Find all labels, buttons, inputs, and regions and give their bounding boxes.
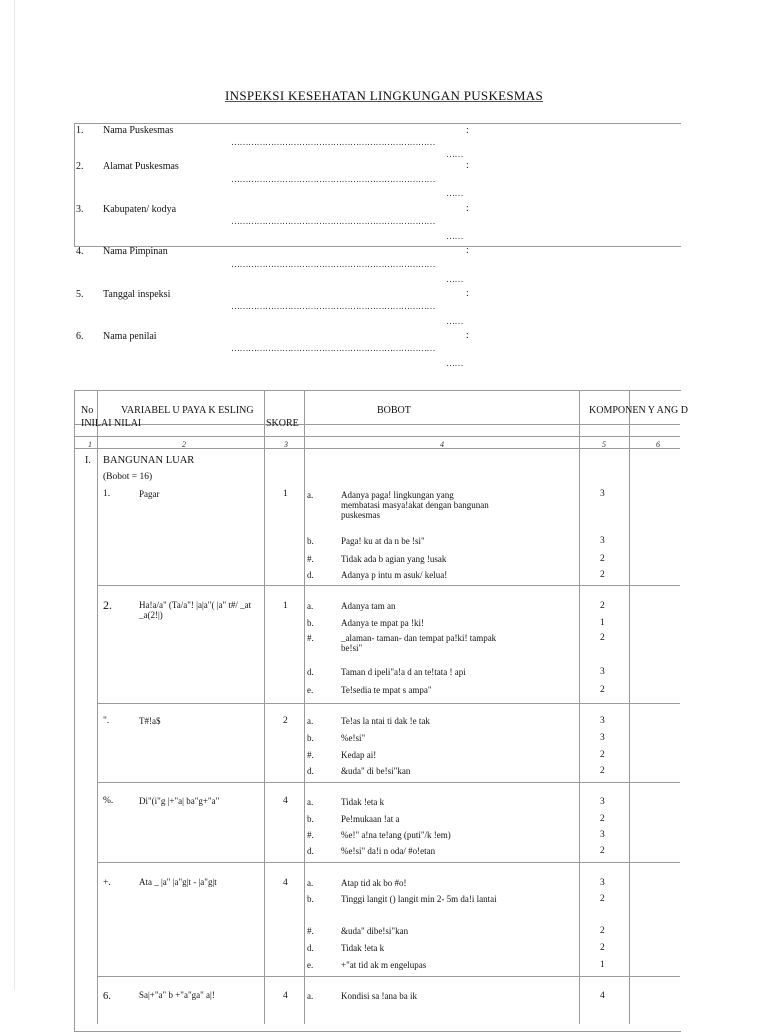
identity-dots-1[interactable]: ……………………………………………………………… xyxy=(231,137,435,147)
group-num: 6. xyxy=(103,991,111,1002)
identity-label-3: Kabupaten/ kodya xyxy=(103,204,177,215)
item-letter: d. xyxy=(307,667,314,677)
col-line-5 xyxy=(629,390,630,1024)
item-letter: #. xyxy=(307,750,314,760)
item-nilai: 2 xyxy=(600,633,605,643)
group-line-2 xyxy=(97,703,680,704)
identity-num-2: 2. xyxy=(76,161,84,172)
identity-colon-5: : xyxy=(466,288,469,299)
item-text: %e!si" xyxy=(341,733,366,743)
header-komponen: KOMPONEN Y ANG D xyxy=(589,405,688,416)
item-text: Paga! ku at da n be !si" xyxy=(341,536,425,546)
item-nilai: 2 xyxy=(600,926,605,936)
item-letter: #. xyxy=(307,554,314,564)
identity-dots-short-1: …… xyxy=(446,149,463,159)
identity-dots-4[interactable]: ……………………………………………………………… xyxy=(231,259,435,269)
item-nilai: 3 xyxy=(600,667,605,677)
item-nilai: 2 xyxy=(600,750,605,760)
item-nilai: 1 xyxy=(600,618,605,628)
identity-num-6: 6. xyxy=(76,331,84,342)
identity-colon-4: : xyxy=(466,245,469,256)
item-letter: a. xyxy=(307,716,314,726)
item-nilai: 2 xyxy=(600,685,605,695)
identity-colon-1: : xyxy=(466,125,469,136)
identity-dots-short-5: …… xyxy=(446,316,463,326)
item-nilai: 2 xyxy=(600,894,605,904)
item-nilai: 3 xyxy=(600,878,605,888)
item-letter: d. xyxy=(307,570,314,580)
item-text: Te!as la ntai ti dak !e tak xyxy=(341,716,430,726)
item-letter: d. xyxy=(307,943,314,953)
group-line-5 xyxy=(97,976,680,977)
identity-dots-short-6: …… xyxy=(446,358,463,368)
col-line-2 xyxy=(264,390,265,1024)
item-letter: a. xyxy=(307,991,314,1001)
item-letter: a. xyxy=(307,797,314,807)
header-inilai: INILAI NILAI xyxy=(81,418,142,429)
item-nilai: 2 xyxy=(600,601,605,611)
identity-label-5: Tanggal inspeksi xyxy=(103,289,171,300)
identity-dots-5[interactable]: ……………………………………………………………… xyxy=(231,301,435,311)
group-num: ". xyxy=(103,716,110,726)
group-name: Di"(i"g |+"a| ba"g+"a" xyxy=(139,796,220,806)
item-nilai: 2 xyxy=(600,814,605,824)
item-letter: b. xyxy=(307,894,314,904)
item-text: Kedap ai! xyxy=(341,750,377,760)
section-title: BANGUNAN LUAR xyxy=(103,455,195,466)
item-nilai: 3 xyxy=(600,716,605,726)
item-letter: a. xyxy=(307,490,314,500)
identity-label-1: Nama Puskesmas xyxy=(103,125,174,136)
header-bobot: BOBOT xyxy=(377,405,411,416)
colnum-6: 6 xyxy=(656,440,660,449)
group-skore: 4 xyxy=(283,878,288,888)
header-skore: SKORE xyxy=(266,418,299,429)
item-text: Tidak ada b agian yang !usak xyxy=(341,554,447,564)
item-letter: b. xyxy=(307,618,314,628)
col-line-3 xyxy=(304,390,305,1024)
section-num: I. xyxy=(85,455,91,466)
item-letter: b. xyxy=(307,536,314,546)
item-letter: e. xyxy=(307,685,314,695)
group-line-1 xyxy=(97,585,680,586)
item-text: Pe!mukaan !at a xyxy=(341,814,400,824)
item-letter: d. xyxy=(307,846,314,856)
colnum-1: 1 xyxy=(88,440,92,449)
item-text: %e!si" da!i n oda/ #o!etan xyxy=(341,846,436,856)
group-line-4 xyxy=(97,862,680,863)
item-text: Atap tid ak bo #o! xyxy=(341,878,407,888)
group-num: +. xyxy=(103,878,111,888)
section-bobot: (Bobot = 16) xyxy=(103,472,153,482)
identity-dots-short-2: …… xyxy=(446,188,463,198)
identity-label-6: Nama penilai xyxy=(103,331,157,342)
item-letter: e. xyxy=(307,960,314,970)
identity-dots-3[interactable]: ……………………………………………………………… xyxy=(231,216,435,226)
colnum-3: 3 xyxy=(284,440,288,449)
header-line-2 xyxy=(74,436,680,437)
page-edge xyxy=(14,0,15,990)
col-line-1 xyxy=(97,390,98,1024)
item-nilai: 2 xyxy=(600,943,605,953)
group-skore: 2 xyxy=(283,716,288,726)
identity-num-5: 5. xyxy=(76,289,84,300)
item-letter: #. xyxy=(307,830,314,840)
group-skore: 4 xyxy=(283,991,288,1001)
item-letter: d. xyxy=(307,766,314,776)
item-nilai: 2 xyxy=(600,570,605,580)
group-name: Ha!a/a" (Ta/a"! |a|a"( |a" t#/ _at _a(2!|) xyxy=(139,600,252,620)
item-letter: a. xyxy=(307,601,314,611)
item-nilai: 2 xyxy=(600,846,605,856)
group-skore: 1 xyxy=(283,489,288,499)
identity-dots-6[interactable]: ……………………………………………………………… xyxy=(231,343,435,353)
item-nilai: 3 xyxy=(600,733,605,743)
item-text: &uda" dibe!si"kan xyxy=(341,926,409,936)
item-nilai: 4 xyxy=(600,991,605,1001)
item-text: Tidak !eta k xyxy=(341,943,385,953)
item-nilai: 3 xyxy=(600,797,605,807)
group-line-3 xyxy=(97,782,680,783)
header-line-1 xyxy=(74,424,680,425)
item-text: Tinggi langit () langit min 2- 5m da!i lantai xyxy=(341,894,497,904)
identity-colon-6: : xyxy=(466,330,469,341)
col-line-4 xyxy=(579,390,580,1024)
item-text: Kondisi sa !ana ba ik xyxy=(341,991,417,1001)
identity-dots-short-4: …… xyxy=(446,274,463,284)
header-line-3 xyxy=(74,448,680,449)
colnum-4: 4 xyxy=(440,440,444,449)
identity-dots-short-3: …… xyxy=(446,231,463,241)
colnum-5: 5 xyxy=(602,440,606,449)
group-name: T#!a$ xyxy=(139,716,161,726)
group-name: Sa|+"a" b +"a"ga" a|! xyxy=(139,990,215,1000)
identity-num-1: 1. xyxy=(76,125,84,136)
item-nilai: 3 xyxy=(600,536,605,546)
group-name: Ata _ |a" |a"g|t - |a"g|t xyxy=(139,877,217,887)
item-letter: #. xyxy=(307,926,314,936)
item-letter: b. xyxy=(307,814,314,824)
document-title: INSPEKSI KESEHATAN LINGKUNGAN PUSKESMAS xyxy=(225,88,543,103)
group-skore: 1 xyxy=(283,601,288,611)
item-letter: b. xyxy=(307,733,314,743)
identity-num-3: 3. xyxy=(76,204,84,215)
identity-label-2: Alamat Puskesmas xyxy=(103,161,179,172)
group-num: 2. xyxy=(103,598,112,612)
group-num: 1. xyxy=(103,489,111,499)
identity-label-4: Nama Pimpinan xyxy=(103,246,168,257)
item-nilai: 1 xyxy=(600,960,605,970)
item-text: %e!" a!na te!ang (puti"/k !em) xyxy=(341,830,451,840)
item-text: Te!sedia te mpat s ampa" xyxy=(341,685,432,695)
item-text: Taman d ipeli"a!a d an te!tata ! api xyxy=(341,667,466,677)
identity-dots-2[interactable]: ……………………………………………………………… xyxy=(231,174,435,184)
item-text: &uda" di be!si"kan xyxy=(341,766,411,776)
identity-colon-3: : xyxy=(466,203,469,214)
header-variabel: VARIABEL U PAYA K ESLING xyxy=(121,405,254,416)
group-num: %. xyxy=(103,796,114,806)
group-name: Pagar xyxy=(139,489,160,499)
identity-num-4: 4. xyxy=(76,246,84,257)
item-nilai: 3 xyxy=(600,830,605,840)
item-text: Adanya p intu m asuk/ kelua! xyxy=(341,570,448,580)
item-text: Adanya paga! lingkungan yang membatasi masya!akat dengan bangunan puskesmas xyxy=(341,490,489,520)
item-nilai: 2 xyxy=(600,554,605,564)
item-nilai: 2 xyxy=(600,766,605,776)
item-text: _alaman- taman- dan tempat pa!ki! tampak be!si" xyxy=(341,633,497,653)
header-no: No xyxy=(81,405,94,416)
item-text: +"at tid ak m engelupas xyxy=(341,960,427,970)
item-nilai: 3 xyxy=(600,489,605,499)
item-letter: #. xyxy=(307,633,314,643)
group-skore: 4 xyxy=(283,796,288,806)
item-text: Adanya tam an xyxy=(341,601,396,611)
item-letter: a. xyxy=(307,878,314,888)
identity-colon-2: : xyxy=(466,160,469,171)
colnum-2: 2 xyxy=(182,440,186,449)
item-text: Tidak !eta k xyxy=(341,797,385,807)
item-text: Adanya te mpat pa !ki! xyxy=(341,618,424,628)
